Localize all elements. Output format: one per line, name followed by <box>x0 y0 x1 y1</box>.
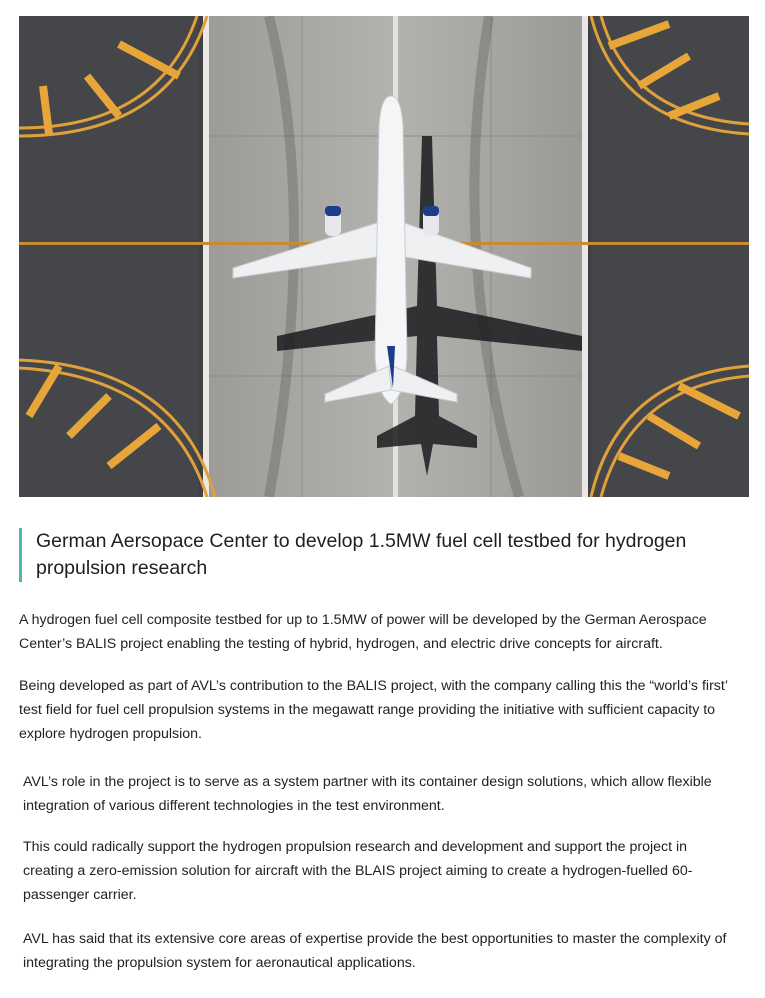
headline-line: propulsion research <box>36 557 208 579</box>
article-paragraph <box>23 770 712 818</box>
article-paragraph <box>23 927 726 975</box>
paragraph-line: test field for fuel cell propulsion systems in the megawatt range providing the initiative with sufficient capacity to <box>19 702 716 718</box>
paragraph-line: creating a zero-emission solution for aircraft with the BLAIS project aiming to create a hydrogen-fuelled 60- <box>23 863 693 879</box>
paragraph-line: This could radically support the hydrogen propulsion research and development and support the project in <box>23 839 688 855</box>
paragraph-line: integrating the propulsion system for aeronautical applications. <box>23 955 416 971</box>
paragraph-line: A hydrogen fuel cell composite testbed for up to 1.5MW of power will be developed by the German Aerospace <box>19 612 707 628</box>
article-headline <box>19 528 736 582</box>
paragraph-line: passenger carrier. <box>23 887 137 903</box>
hero-image <box>19 16 749 497</box>
article-paragraph <box>23 835 693 907</box>
paragraph-line: Center’s BALIS project enabling the testing of hybrid, hydrogen, and electric drive concepts for aircraft. <box>19 636 663 652</box>
airplane-illustration <box>19 16 749 497</box>
article-paragraph <box>19 608 707 656</box>
paragraph-line: AVL’s role in the project is to serve as a system partner with its container design solutions, which allow flexible <box>23 774 712 790</box>
article-paragraph <box>19 674 728 746</box>
paragraph-line: explore hydrogen propulsion. <box>19 726 202 742</box>
headline-line: German Aersopace Center to develop 1.5MW fuel cell testbed for hydrogen <box>36 530 687 552</box>
paragraph-line: Being developed as part of AVL’s contribution to the BALIS project, with the company calling this the “world’s first’ <box>19 678 728 694</box>
paragraph-line: AVL has said that its extensive core areas of expertise provide the best opportunities to master the complexity of <box>23 931 727 947</box>
paragraph-line: integration of various different technologies in the test environment. <box>23 798 445 814</box>
